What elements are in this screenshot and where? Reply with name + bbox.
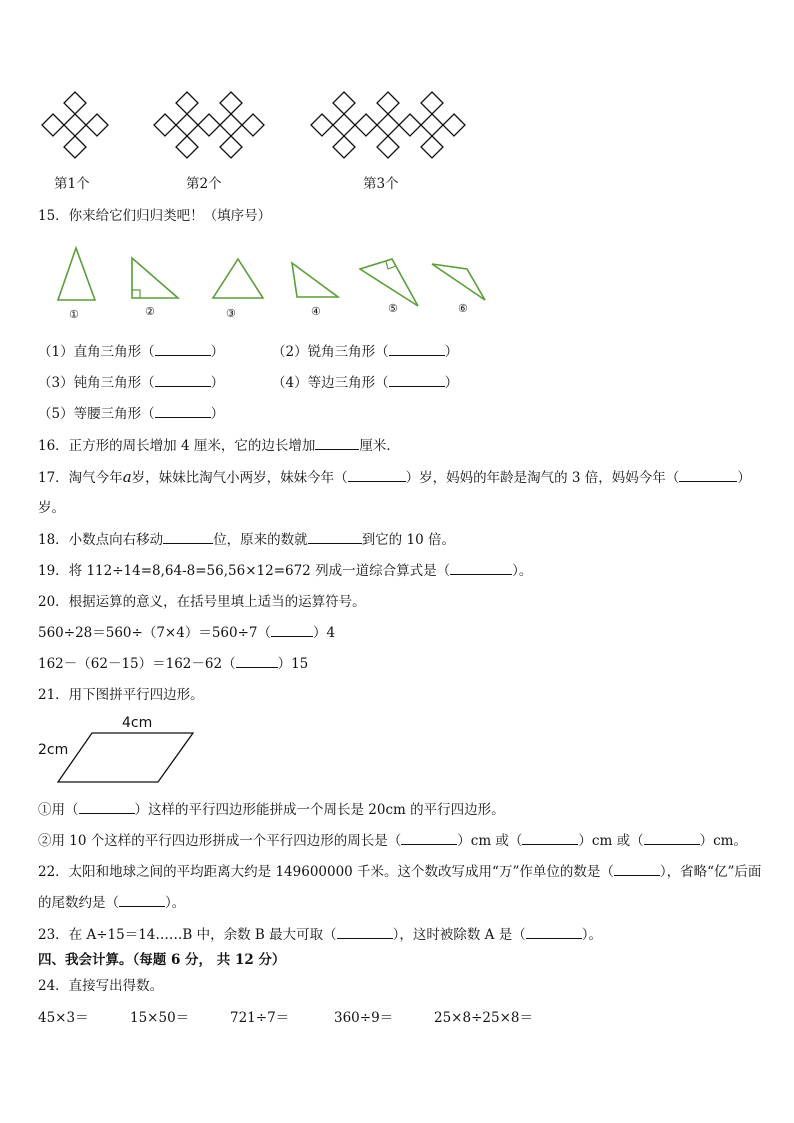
answer-blank[interactable] [79, 801, 135, 814]
q15-item-1-suffix: ） [210, 344, 225, 360]
triangle-6 [432, 264, 485, 300]
q19 [38, 562, 532, 580]
q22-text-c: 的尾数约是（ [38, 895, 119, 911]
answer-blank[interactable] [522, 832, 578, 845]
q22-text-a: 22．太阳和地球之间的平均距离大约是 149600000 千米。这个数改写成用“万”作单位的数是（ [38, 864, 614, 880]
triangle-label-1: ① [69, 308, 79, 321]
q21-part-2 [38, 832, 747, 850]
q17-text-e: 岁。 [38, 500, 65, 516]
pattern-3-diamond [443, 114, 465, 136]
q21-part-1-b: ）这样的平行四边形能拼成一个周长是 20cm 的平行四边形。 [134, 802, 505, 818]
triangle-1 [58, 248, 95, 300]
pattern-3-diamond [333, 92, 355, 114]
q17-text-c: ）岁，妈妈的年龄是淘气的 3 倍，妈妈今年（ [405, 470, 680, 486]
answer-blank[interactable] [271, 624, 313, 637]
right-angle-mark-2 [132, 290, 140, 298]
pattern-1-diamond [42, 114, 64, 136]
pattern-3-diamond [311, 114, 333, 136]
parallelogram-figure [0, 700, 794, 800]
pattern-3-diamond [377, 92, 399, 114]
q17-text-b: 岁，妹妹比淘气小两岁，妹妹今年（ [131, 470, 348, 486]
pattern-2-diamond [198, 114, 220, 136]
pattern-2-diamond [220, 114, 242, 136]
q18-text-a: 18．小数点向右移动 [38, 532, 164, 548]
pattern-3-diamond [399, 114, 421, 136]
q24-expr-1: 45×3＝ [38, 1010, 89, 1026]
q15-item-1 [38, 343, 224, 361]
pattern-label-2: 第2个 [186, 176, 222, 192]
q21-part-2-c: ）cm 或（ [578, 833, 644, 849]
q15-item-5 [38, 405, 224, 423]
q18 [38, 531, 455, 549]
pattern-3-diamond [421, 136, 443, 158]
q21-stem: 21．用下图拼平行四边形。 [38, 687, 204, 703]
pattern-2-diamond [176, 92, 198, 114]
triangle-2 [132, 258, 178, 298]
q23-text-a: 23．在 A÷15＝14……B 中，余数 B 最大可取（ [38, 927, 337, 943]
answer-blank[interactable] [644, 832, 700, 845]
q24-expr-2: 15×50＝ [130, 1010, 190, 1026]
q20-line-1 [38, 624, 335, 642]
q20-line-1-b: ）4 [313, 625, 336, 641]
q15-item-1-prefix: （1）直角三角形（ [38, 344, 155, 360]
pattern-3-diamond [377, 136, 399, 158]
answer-blank[interactable] [614, 863, 660, 876]
q15-item-4 [272, 374, 458, 392]
q20-stem: 20．根据运算的意义，在括号里填上适当的运算符号。 [38, 594, 366, 610]
q15-item-2-suffix: ） [444, 344, 459, 360]
q24-expr-3: 721÷7＝ [230, 1010, 290, 1026]
triangle-label-5: ⑤ [388, 302, 398, 315]
pattern-2-diamond [220, 136, 242, 158]
q23-text-b: ），这时被除数 A 是（ [392, 927, 526, 943]
q22 [38, 863, 761, 881]
q17-variable: a [122, 468, 132, 486]
q15-item-5-prefix: （5）等腰三角形（ [38, 406, 155, 422]
q19-text-a: 19．将 112÷14=8,64-8=56,56×12=672 列成一道综合算式是（ [38, 563, 451, 579]
q15-item-5-suffix: ） [210, 406, 225, 422]
triangle-label-4: ④ [311, 305, 321, 318]
answer-blank[interactable] [155, 374, 211, 387]
triangle-label-3: ③ [226, 307, 236, 320]
pattern-label-1: 第1个 [54, 176, 90, 192]
answer-blank[interactable] [389, 343, 445, 356]
q15-item-3-prefix: （3）钝角三角形（ [38, 375, 155, 391]
answer-blank[interactable] [308, 531, 362, 544]
pattern-2-diamond [220, 92, 242, 114]
q15-item-3-suffix: ） [210, 375, 225, 391]
q16-text-a: 16．正方形的周长增加 4 厘米，它的边长增加 [38, 438, 316, 454]
answer-blank[interactable] [679, 469, 737, 482]
q20-line-2-a: 162－（62－15）＝162－62（ [38, 656, 236, 672]
q21-part-2-a: ②用 10 个这样的平行四边形拼成一个平行四边形的周长是（ [38, 833, 402, 849]
q24-expr-5: 25×8÷25×8＝ [434, 1010, 533, 1026]
triangle-5 [360, 259, 418, 306]
q15-item-2-prefix: （2）锐角三角形（ [272, 344, 389, 360]
answer-blank[interactable] [401, 832, 457, 845]
q22-text-d: ）。 [165, 895, 186, 911]
triangle-label-2: ② [145, 305, 155, 318]
q20-line-1-a: 560÷28＝560÷（7×4）＝560÷7（ [38, 625, 271, 641]
q15-item-4-suffix: ） [444, 375, 459, 391]
parallelogram-top-label: 4cm [122, 715, 153, 731]
pattern-3-diamond [333, 114, 355, 136]
answer-blank[interactable] [155, 405, 211, 418]
pattern-3-diamond [333, 136, 355, 158]
answer-blank[interactable] [163, 531, 213, 544]
pattern-3-diamond [377, 114, 399, 136]
q17-text-d: ） [737, 470, 751, 486]
q21-part-1 [38, 801, 505, 819]
answer-blank[interactable] [315, 437, 359, 450]
answer-blank[interactable] [450, 562, 512, 575]
answer-blank[interactable] [119, 894, 165, 907]
q21-part-1-a: ①用（ [38, 802, 79, 818]
q21-part-2-d: ）cm。 [699, 833, 747, 849]
pattern-1-diamond [86, 114, 108, 136]
section-4-title: 四、我会计算。（每题 6 分， 共 12 分） [38, 952, 286, 968]
q15-item-3 [38, 374, 224, 392]
pattern-3-diamond [421, 92, 443, 114]
triangle-3 [213, 259, 263, 298]
triangle-label-6: ⑥ [458, 302, 468, 315]
answer-blank[interactable] [389, 374, 445, 387]
answer-blank[interactable] [337, 926, 393, 939]
q16-text-b: 厘米． [359, 438, 400, 454]
q19-text-b: ）。 [512, 563, 533, 579]
triangle-4 [292, 263, 338, 297]
q15-item-4-prefix: （4）等边三角形（ [272, 375, 389, 391]
pattern-1-diamond [64, 136, 86, 158]
q15-stem: 15．你来给它们归归类吧！（填序号） [38, 208, 272, 224]
q24-expr-4: 360÷9＝ [334, 1010, 394, 1026]
q23 [38, 926, 602, 944]
pattern-2-diamond [176, 114, 198, 136]
pattern-3-diamond [355, 114, 377, 136]
q20-line-2 [38, 655, 308, 673]
pattern-2-diamond [154, 114, 176, 136]
q22-line-2 [38, 894, 185, 912]
answer-blank[interactable] [526, 926, 582, 939]
answer-blank[interactable] [348, 469, 406, 482]
q17 [38, 468, 751, 487]
pattern-2-diamond [176, 136, 198, 158]
q18-text-c: 到它的 10 倍。 [361, 532, 455, 548]
q23-text-c: ）。 [581, 927, 602, 943]
pattern-1-diamond [64, 114, 86, 136]
q20-line-2-b: ）15 [277, 656, 309, 672]
triangles-figure [0, 240, 794, 330]
q15-item-2 [272, 343, 458, 361]
answer-blank[interactable] [155, 343, 211, 356]
parallelogram-side-label: 2cm [38, 742, 69, 758]
q22-text-b: ），省略“亿”后面 [659, 864, 762, 880]
q17-text-a: 17．淘气今年 [38, 470, 123, 486]
q21-part-2-b: ）cm 或（ [457, 833, 523, 849]
parallelogram [58, 733, 193, 782]
pattern-figure-1 [0, 0, 794, 200]
pattern-label-3: 第3个 [363, 176, 399, 192]
answer-blank[interactable] [236, 655, 278, 668]
q18-text-b: 位，原来的数就 [213, 532, 308, 548]
pattern-2-diamond [242, 114, 264, 136]
q16 [38, 437, 400, 455]
pattern-1-diamond [64, 92, 86, 114]
pattern-3-diamond [421, 114, 443, 136]
q24-stem: 24．直接写出得数。 [38, 978, 164, 994]
